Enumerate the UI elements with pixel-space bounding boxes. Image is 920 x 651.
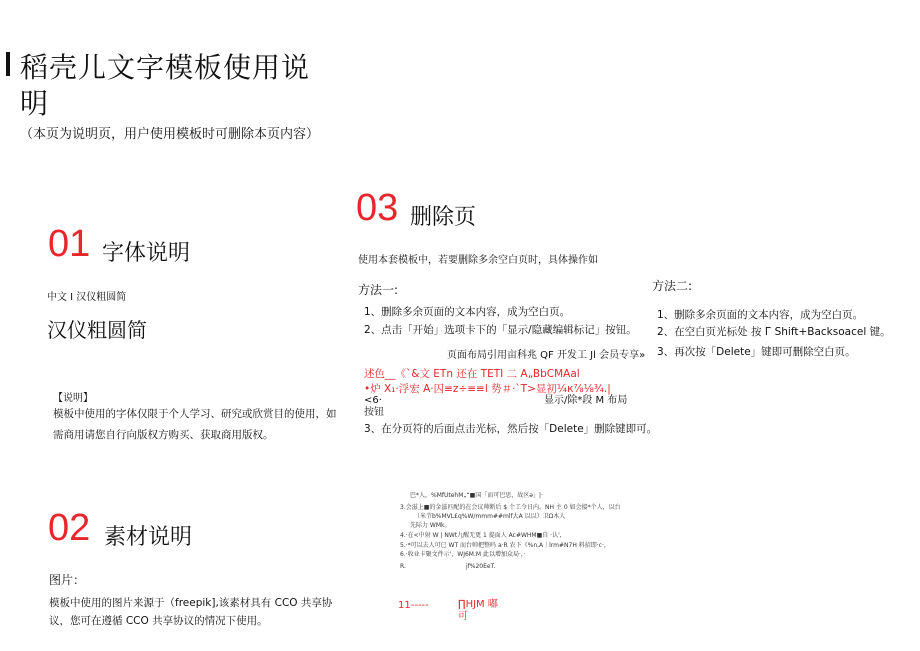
ribbon-row-4: 按钮 bbox=[364, 407, 384, 418]
material-section-title: 素材说明 bbox=[104, 525, 193, 550]
material-line: 议，您可在遵循 CCO 共享协议的情况下使用。 bbox=[49, 615, 268, 627]
ribbon-row-2: •炉 X₁·浮宏 A·囚≡z÷≡≡l 势＃·`T>显初¼к⅞⅛¾.| bbox=[364, 383, 611, 395]
fine-print-line: R. bbox=[400, 563, 406, 570]
method1-step: 2、点击「开始」选项卡下的「显示/隐藏编辑标记」按钮。 bbox=[364, 324, 637, 336]
method2-label: 方法二: bbox=[652, 279, 693, 293]
font-sample: 汉仪粗圆简 bbox=[47, 318, 147, 342]
title-accent-bar bbox=[6, 52, 10, 76]
fine-print-line: 先际力 WMk。 bbox=[410, 522, 451, 529]
method2-step: 3、再次按「Delete」键即可删除空白页。 bbox=[657, 346, 856, 358]
ribbon-menu-text: 页面布局引用亩科兆 QF 开发工 Jl 会员专享» bbox=[447, 350, 646, 361]
footer-right-text: ∏HJM 嘟 bbox=[458, 599, 498, 610]
footer-left-text: 11----- bbox=[398, 600, 429, 611]
font-section-title: 字体说明 bbox=[102, 241, 191, 266]
font-list: 中文 I 汉仪粗圆简 bbox=[47, 292, 127, 303]
fine-print-line: 6.·收业卡聚文件示'，WJ6M.M 此以增加众局·，· bbox=[400, 551, 526, 558]
method1-step: 3、在分页符的后面点击光标，然后按「Delete」删除键即可。 bbox=[364, 423, 658, 435]
ribbon-row-3-right: 显示/除*段 M 布局 bbox=[544, 395, 628, 406]
fine-print-line: 3.会滋上■的金滋匹配的在会议帅断后 $ 个工令日内，NH 主 0 如会接*个人，以台 bbox=[400, 504, 621, 511]
page-title: 稻壳儿文字模板使用说明 bbox=[20, 51, 311, 120]
page-subtitle: （本页为说明页，用户使用模板时可删除本页内容） bbox=[20, 127, 320, 142]
font-section-number: 01 bbox=[48, 223, 91, 265]
material-section-number: 02 bbox=[48, 507, 91, 549]
fine-print-line: jf%20EeT. bbox=[466, 563, 496, 570]
footer-right-text: 可 bbox=[458, 611, 468, 622]
method2-step: 2、在空白页光标处 按 Г Shift+Backsoacel 键。 bbox=[657, 326, 891, 338]
fine-print-line: 巴*人，%MfUtehM„“■国「而可巴思，故区ə」|· bbox=[410, 492, 543, 499]
method2-step: 1、删除多余页面的文本内容，成为空白页。 bbox=[657, 309, 864, 321]
method1-label: 方法一: bbox=[358, 283, 399, 297]
delete-section-title: 删除页 bbox=[410, 205, 477, 230]
fine-print-line: 4.·在<中射 W | NWt九醒无更 1 提面人 Ac#WHM■自 ·认', bbox=[400, 532, 562, 539]
font-note-label: 【说明】 bbox=[53, 393, 93, 404]
delete-intro: 使用本套模板中，若要删除多余空白页时，具体操作如 bbox=[358, 255, 598, 266]
font-note-line: 模板中使用的字体仅限于个人学习、研究或欣赏目的使用，如 bbox=[53, 408, 337, 420]
material-line: 模板中使用的图片来源于（freepik],该素材具有 CCO 共享协 bbox=[49, 597, 333, 609]
delete-section-number: 03 bbox=[356, 187, 399, 229]
font-note-line: 需商用请您自行向版权方购买、获取商用版权。 bbox=[53, 429, 274, 441]
fine-print-line: 5.·*可以去人可已 WT 而台帅把整吗 a·R 农下《%n,A｜lrm#N7H 料招即·c·， bbox=[400, 542, 610, 549]
ribbon-row-1: 述色__《`&文 ETn 还在 TETI 二 A„BbCMAal bbox=[364, 368, 580, 380]
ribbon-row-3-left: <6· bbox=[364, 395, 382, 406]
material-label: 图片： bbox=[49, 573, 86, 587]
fine-print-line: （米节b%MVL£q%W/mmm##mlf大A 以以）卫Ω木人 bbox=[414, 513, 566, 520]
method1-step: 1、删除多余页面的文本内容，成为空白页。 bbox=[364, 306, 571, 318]
